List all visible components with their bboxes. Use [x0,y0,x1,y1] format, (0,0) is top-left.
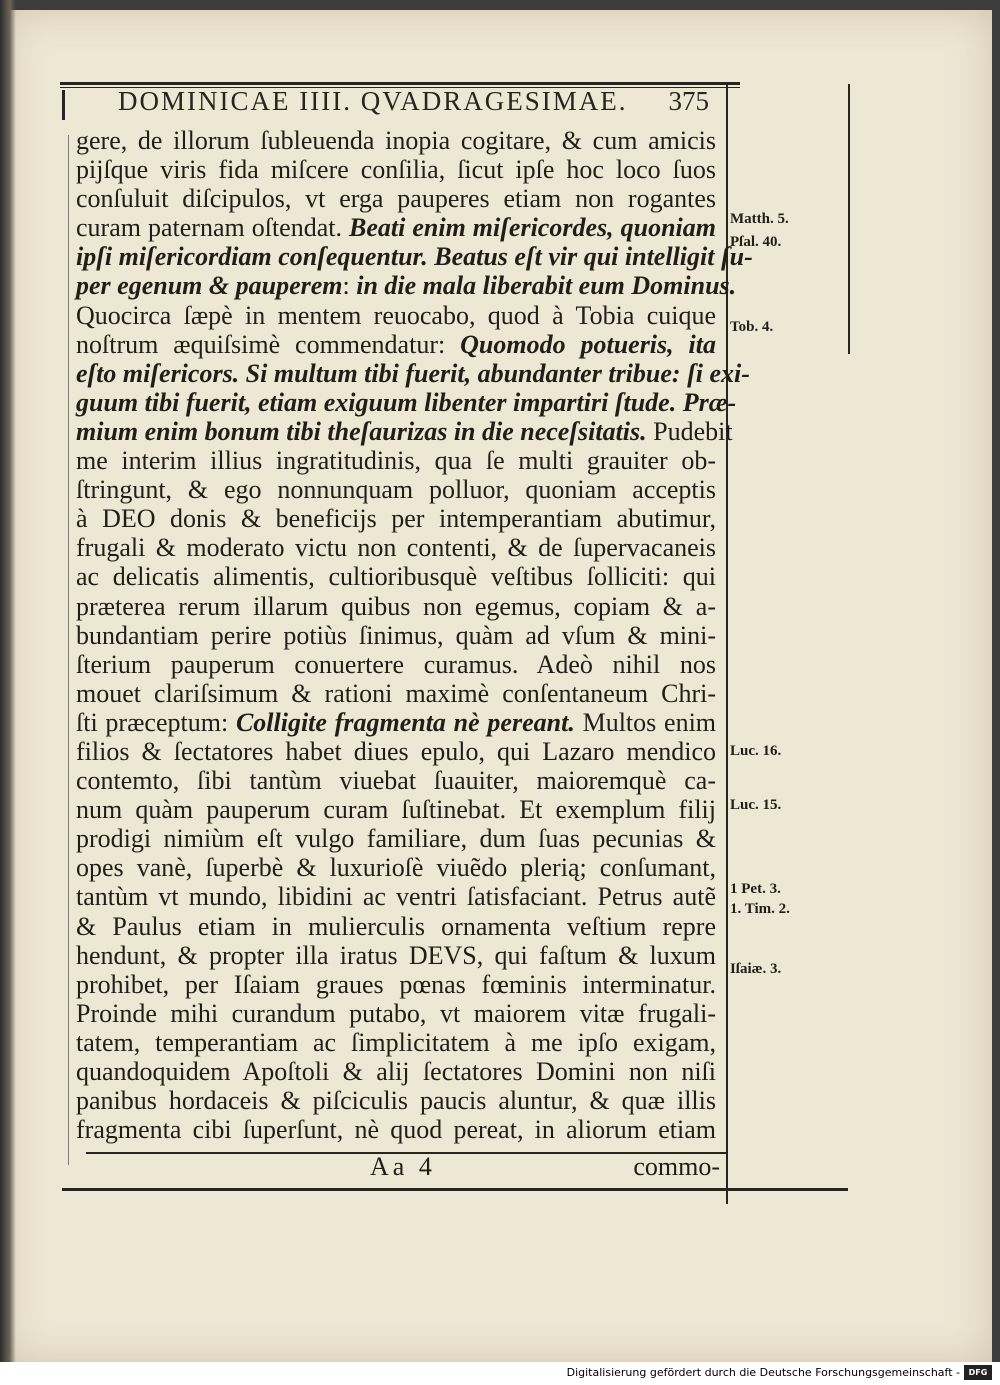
text-line [76,155,716,184]
text-run: gere, de illorum ſubleuenda inopia cogitare, & cum amicis [76,126,716,155]
margin-note: Luc. 16. [730,743,782,759]
text-line [76,301,716,330]
outer-margin-rule [848,84,850,354]
text-line [76,941,716,970]
text-run: pijſque viris fida miſcere conſilia, ſicut ipſe hoc loco ſuos [76,155,716,185]
text-run: num quàm pauperum curam ſuſtinebat. Et exemplum filij [76,795,716,825]
italic-quote: per egenum & pauperem [76,271,343,301]
text-run: & Paulus etiam in mulierculis ornamenta veſtium repre [76,911,716,941]
text-line [76,562,716,591]
text-run: prodigi nimiùm eſt vulgo familiare, dum ſuas pecunias & [76,824,716,854]
text-line [76,242,753,272]
text-line [76,1057,716,1086]
inner-margin-rule [68,135,69,1165]
catchword: commo- [633,1152,720,1181]
text-run: contemto, ſibi tantùm viuebat ſuauiter, maioremquè ca- [76,766,716,796]
text-run: ſtringunt, & ego nonnunquam polluor, quoniam acceptis [76,475,716,505]
text-line [76,330,716,359]
signature-mark: Aa 4 [370,1152,436,1181]
text-line [76,533,716,562]
text-line [76,708,716,737]
dfg-logo: DFG [964,1365,992,1380]
top-rule [60,82,740,85]
binding-shadow [0,0,16,1362]
text-line [76,1115,716,1144]
text-run: prohibet, per Iſaiam graues pœnas fœminis interminatur. [76,969,716,999]
text-line [76,446,716,475]
text-line [76,999,716,1028]
text-run: frugali & moderato victu non contenti, & de ſupervacaneis [76,533,716,563]
text-line [76,126,716,155]
text-line [76,358,750,388]
text-line [76,1086,716,1115]
text-line [76,416,733,446]
text-run: hendunt, & propter illa iratus DEVS, qui faſtum & luxum [76,940,716,970]
text-run: Pudebit [646,416,733,446]
text-run: ſti præceptum: [76,707,236,737]
text-run: conſuluit diſcipulos, vt erga pauperes etiam non rogantes [76,184,716,214]
text-line [76,853,716,882]
text-line [76,621,716,650]
margin-note: Luc. 15. [730,797,782,813]
credit-text: Digitalisierung gefördert durch die Deutsche Forschungsgemeinschaft - [566,1366,960,1379]
italic-quote: Colligite fragmenta nè pereant. [235,707,575,737]
text-line [76,970,716,999]
text-line [76,387,737,417]
text-line [76,592,716,621]
bottom-rule [62,1188,848,1191]
text-run: me interim illius ingratitudinis, qua ſe multi grauiter ob- [76,446,716,476]
text-run: Proinde mihi curandum putabo, vt maiorem vitæ frugali- [76,998,716,1028]
italic-quote: Beati enim miſericordes, quoniam [349,213,716,243]
page-number: 375 [668,86,709,116]
text-line [76,795,716,824]
text-line [76,1028,716,1057]
margin-note: Pſal. 40. [730,234,782,250]
italic-quote: Quomodo potueris, ita [460,329,717,359]
text-run: quandoquidem Apoſtoli & alij ſectatores Domini non niſi [76,1057,716,1086]
text-run: ſterium pauperum conuertere curamus. Adeò nihil nos [76,649,716,679]
text-line [76,271,737,301]
margin-note: 1. Tim. 2. [730,901,790,917]
text-run: tantùm vt mundo, libidini ac ventri ſatisfaciant. Petrus autẽ [76,882,716,912]
page-footer [60,1152,720,1186]
text-run: Multos enim [574,707,717,737]
margin-note: Matth. 5. [730,211,789,227]
italic-quote: guum tibi fuerit, etiam exiguum libenter impartiri ſtude. Præ- [76,387,737,417]
text-run: panibus hordaceis & piſciculis paucis aluntur, & quæ illis [76,1086,716,1116]
text-line [76,766,716,795]
running-head [60,86,715,120]
text-line [76,475,716,504]
text-run: præterea rerum illarum quibus non egemus, copiam & a- [76,591,716,621]
text-run: Quocirca ſæpè in mentem reuocabo, quod à Tobia cuique [76,300,716,330]
text-line [76,824,716,853]
text-run: opes vanè, ſuperbè & luxurioſè viuẽdo plerią; conſumant, [76,853,716,883]
text-run: filios & ſectatores habet diues epulo, qui Lazaro mendico [76,736,716,766]
margin-note: Iſaiæ. 3. [730,961,782,977]
margin-note: Tob. 4. [730,319,774,335]
text-run: mouet clariſsimum & rationi maximè conſentaneum Chri- [76,678,716,708]
text-line [76,504,716,533]
text-line [76,882,716,911]
text-run: bundantiam perire potiùs ſinimus, quàm ad vſum & mini- [76,620,716,650]
italic-quote: ipſi miſericordiam conſequentur. Beatus eſt vir qui intelligit ſu- [76,242,753,272]
text-run: noſtrum æquiſsimè commendatur: [76,329,461,359]
text-run: fragmenta cibi ſuperſunt, nè quod pereat, in aliorum etiam [76,1115,716,1145]
text-run: curam paternam oſtendat. [76,213,349,243]
margin-note: 1 Pet. 3. [730,881,781,897]
text-run: tatem, temperantiam ac ſimplicitatem à me ipſo exigam, [76,1027,716,1057]
italic-quote: mium enim bonum tibi theſaurizas in die neceſsitatis. [76,416,647,446]
credit-bar [0,1362,1000,1385]
text-line [76,679,716,708]
italic-quote: eſto miſericors. Si multum tibi fuerit, abundanter tribue: ſi exi- [76,358,750,388]
text-line [76,184,716,213]
text-run: : [342,271,357,301]
running-head-title: DOMINICAE IIII. QVADRAGESIMAE. [118,86,628,116]
text-run: ac delicatis alimentis, cultioribusquè veſtibus ſolliciti: qui [76,562,716,592]
text-line [76,912,716,941]
text-line [76,737,716,766]
italic-quote: in die mala liberabit eum Dominus. [356,271,737,301]
text-run: à DEO donis & beneficijs per intemperantiam abutimur, [76,504,716,534]
text-line [76,213,716,242]
text-line [76,650,716,679]
